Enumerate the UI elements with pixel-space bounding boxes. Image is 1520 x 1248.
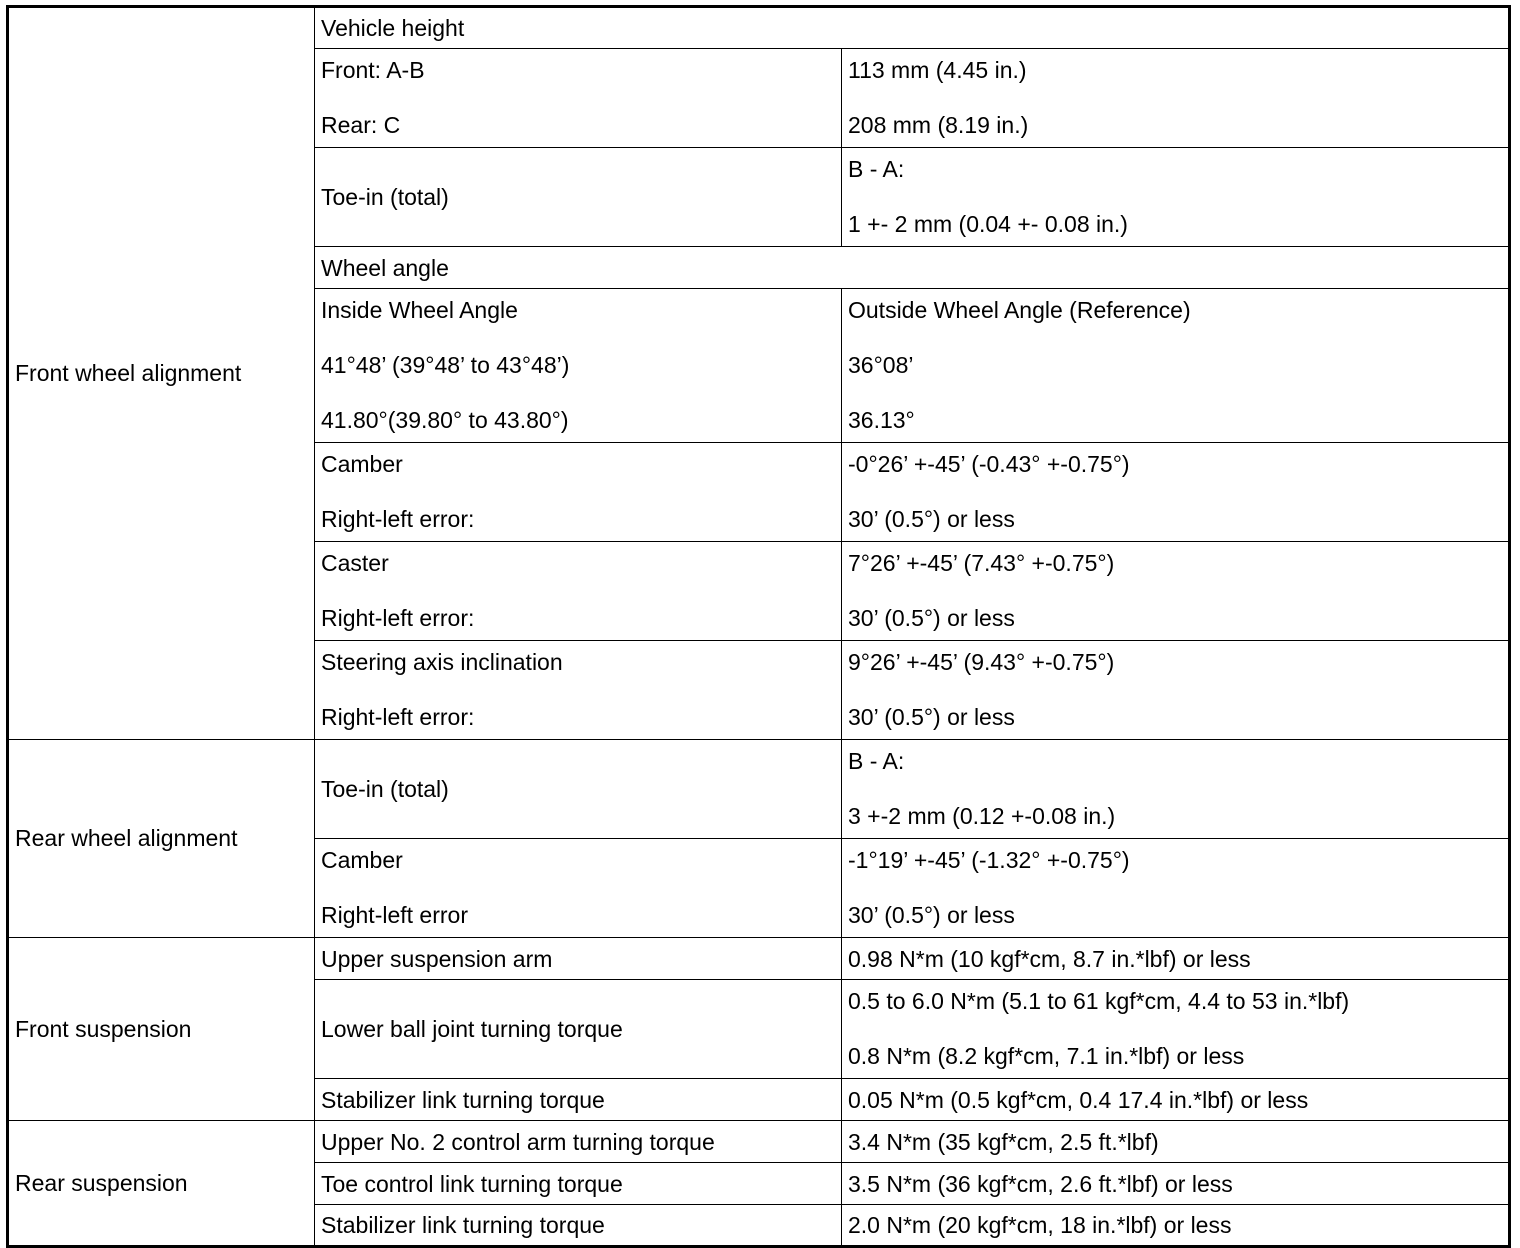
label-cell-line: Lower ball joint turning torque <box>321 1015 623 1042</box>
heading-cell-line: Wheel angle <box>321 254 449 281</box>
label-cell <box>315 289 842 443</box>
label-cell-line: Camber <box>321 451 403 477</box>
specification-table-body <box>8 7 1510 1247</box>
category-cell: Rear wheel alignment <box>8 740 315 938</box>
value-cell-line: 7°26’ +-45’ (7.43° +-0.75°) <box>848 550 1115 576</box>
label-cell-line: Upper No. 2 control arm turning torque <box>321 1128 715 1155</box>
value-cell-line: Outside Wheel Angle (Reference) <box>848 297 1191 323</box>
label-cell <box>315 938 842 980</box>
table-row <box>8 1121 1510 1163</box>
value-cell <box>842 1163 1510 1205</box>
value-cell-line: 3.5 N*m (36 kgf*cm, 2.6 ft.*lbf) or less <box>848 1170 1233 1197</box>
heading-cell-line: Vehicle height <box>321 15 465 41</box>
value-cell <box>842 1079 1510 1121</box>
category-cell: Front wheel alignment <box>8 7 315 740</box>
label-cell-line: Toe-in (total) <box>321 775 449 802</box>
label-cell <box>315 148 842 247</box>
value-cell <box>842 740 1510 839</box>
value-cell <box>842 542 1510 641</box>
value-cell <box>842 289 1510 443</box>
value-cell <box>842 148 1510 247</box>
label-cell <box>315 980 842 1079</box>
value-cell <box>842 839 1510 938</box>
value-cell-line: 3.4 N*m (35 kgf*cm, 2.5 ft.*lbf) <box>848 1128 1159 1155</box>
label-cell-line: Rear: C <box>321 112 401 138</box>
label-cell <box>315 49 842 148</box>
value-cell-line: 30’ (0.5°) or less <box>848 902 1015 928</box>
value-cell-line: 30’ (0.5°) or less <box>848 704 1015 730</box>
value-cell-line: 36°08’ <box>848 352 914 378</box>
value-cell-line: -1°19’ +-45’ (-1.32° +-0.75°) <box>848 847 1130 873</box>
label-cell <box>315 443 842 542</box>
value-cell-line: 0.05 N*m (0.5 kgf*cm, 0.4 17.4 in.*lbf) or less <box>848 1086 1309 1113</box>
label-cell-line: Toe control link turning torque <box>321 1170 623 1197</box>
label-cell-line: Toe-in (total) <box>321 183 449 210</box>
label-cell-line: Stabilizer link turning torque <box>321 1086 605 1113</box>
label-cell-line: Caster <box>321 550 389 576</box>
label-cell-line: Right-left error: <box>321 704 475 730</box>
value-cell-line: 0.5 to 6.0 N*m (5.1 to 61 kgf*cm, 4.4 to 53 in.*lbf) <box>848 988 1350 1014</box>
value-cell <box>842 49 1510 148</box>
value-cell-line: 30’ (0.5°) or less <box>848 605 1015 631</box>
label-cell-line: Right-left error: <box>321 506 475 532</box>
category-cell: Rear suspension <box>8 1121 315 1247</box>
label-cell <box>315 1121 842 1163</box>
value-cell <box>842 1121 1510 1163</box>
label-cell-line: Upper suspension arm <box>321 945 553 972</box>
value-cell <box>842 980 1510 1079</box>
value-cell-line: 1 +- 2 mm (0.04 +- 0.08 in.) <box>848 211 1128 237</box>
value-cell-line: 36.13° <box>848 407 915 433</box>
label-cell-line: 41.80°(39.80° to 43.80°) <box>321 407 569 433</box>
value-cell-line: 113 mm (4.45 in.) <box>848 57 1027 83</box>
label-cell <box>315 1205 842 1247</box>
value-cell-line: 0.98 N*m (10 kgf*cm, 8.7 in.*lbf) or less <box>848 945 1251 972</box>
value-cell-line: 0.8 N*m (8.2 kgf*cm, 7.1 in.*lbf) or less <box>848 1043 1245 1069</box>
label-cell <box>315 839 842 938</box>
label-cell-line: Front: A-B <box>321 57 425 83</box>
value-cell-line: 9°26’ +-45’ (9.43° +-0.75°) <box>848 649 1115 675</box>
label-cell-line: 41°48’ (39°48’ to 43°48’) <box>321 352 570 378</box>
value-cell-line: 208 mm (8.19 in.) <box>848 112 1029 138</box>
value-cell-line: 3 +-2 mm (0.12 +-0.08 in.) <box>848 803 1116 829</box>
label-cell <box>315 542 842 641</box>
value-cell-line: 2.0 N*m (20 kgf*cm, 18 in.*lbf) or less <box>848 1212 1232 1238</box>
value-cell <box>842 443 1510 542</box>
value-cell-line: B - A: <box>848 156 905 182</box>
label-cell-line: Right-left error: <box>321 605 475 631</box>
label-cell-line: Right-left error <box>321 902 468 928</box>
value-cell <box>842 1205 1510 1247</box>
label-cell <box>315 641 842 740</box>
label-cell <box>315 1163 842 1205</box>
label-cell-line: Camber <box>321 847 403 873</box>
value-cell-line: 30’ (0.5°) or less <box>848 506 1015 532</box>
value-cell-line: B - A: <box>848 748 905 774</box>
table-row <box>8 740 1510 839</box>
label-cell <box>315 1079 842 1121</box>
label-cell <box>315 740 842 839</box>
category-cell: Front suspension <box>8 938 315 1121</box>
value-cell-line: -0°26’ +-45’ (-0.43° +-0.75°) <box>848 451 1130 477</box>
specification-table <box>6 5 1511 1248</box>
label-cell-line: Stabilizer link turning torque <box>321 1212 605 1238</box>
value-cell <box>842 641 1510 740</box>
label-cell-line: Steering axis inclination <box>321 649 563 675</box>
label-cell-line: Inside Wheel Angle <box>321 297 518 323</box>
